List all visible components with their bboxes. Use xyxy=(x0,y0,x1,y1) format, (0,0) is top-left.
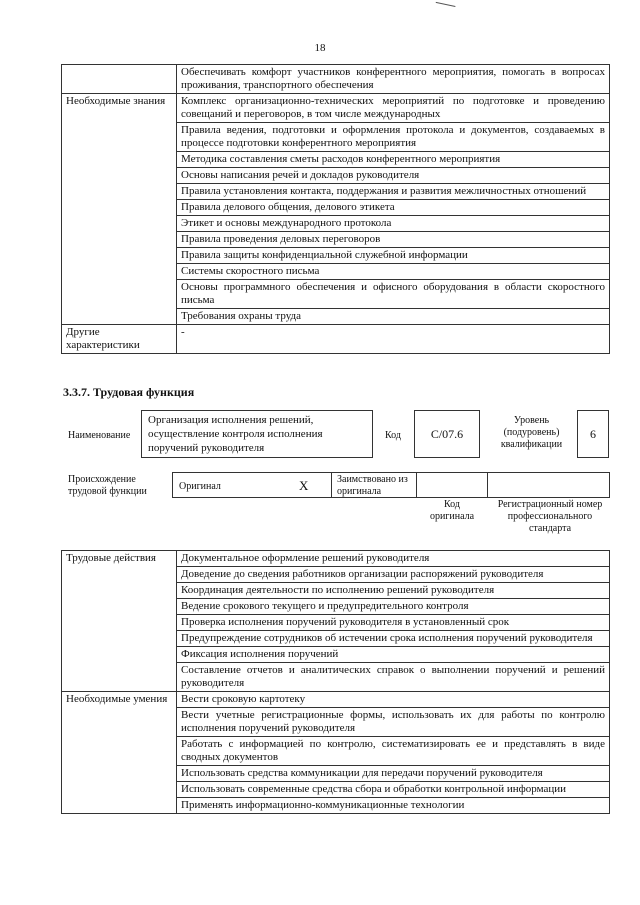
reg-number-label: Регистрационный номер профессионального стандарта xyxy=(497,499,603,534)
lower-requirements-table xyxy=(61,550,610,814)
requirement-item: Правила защиты конфиденциальной служебной информации xyxy=(177,248,610,264)
requirement-item: Ведение срокового текущего и предупредительного контроля xyxy=(177,599,610,615)
table-row xyxy=(62,94,610,123)
requirement-item: Правила делового общения, делового этикета xyxy=(177,200,610,216)
requirement-item: Требования охраны труда xyxy=(177,309,610,325)
requirement-item: Работать с информацией по контролю, систематизировать ее и представлять в виде сводных документов xyxy=(177,737,610,766)
table-row xyxy=(62,65,610,94)
requirement-item: Фиксация исполнения поручений xyxy=(177,647,610,663)
origin-borrowed-cell xyxy=(331,472,417,498)
table-row xyxy=(62,692,610,708)
function-name-box xyxy=(141,410,373,458)
requirement-item: Использовать современные средства сбора и обработки контрольной информации xyxy=(177,782,610,798)
requirement-item: Системы скоростного письма xyxy=(177,264,610,280)
origin-reg-cell xyxy=(487,472,610,498)
requirement-item: Предупреждение сотрудников об истечении срока исполнения поручений руководителя xyxy=(177,631,610,647)
requirement-item: Применять информационно-коммуникационные технологии xyxy=(177,798,610,814)
requirement-item: Правила ведения, подготовки и оформления протокола и документов, создаваемых в процессе подготовки конферентного мероприятия xyxy=(177,123,610,152)
section-heading: 3.3.7. Трудовая функция xyxy=(63,385,195,399)
row-label: Трудовые действия xyxy=(62,551,177,692)
row-label: Другие характеристики xyxy=(62,325,177,354)
table-row xyxy=(62,325,610,354)
requirement-item: Комплекс организационно-технических мероприятий по подготовке и проведению совещаний и переговоров, в том числе международных xyxy=(177,94,610,123)
scan-mark xyxy=(436,0,457,7)
level-value: 6 xyxy=(590,426,596,441)
original-label: Оригинал xyxy=(179,481,221,492)
upper-requirements-table xyxy=(61,64,610,354)
requirement-item: Вести учетные регистрационные формы, использовать их для работы по контролю исполнения поручений руководителя xyxy=(177,708,610,737)
borrowed-label: Заимствовано из оригинала xyxy=(337,474,408,497)
requirement-item: Проверка исполнения поручений руководителя в установленный срок xyxy=(177,615,610,631)
requirement-item: Основы написания речей и докладов руководителя xyxy=(177,168,610,184)
requirement-item: Правила проведения деловых переговоров xyxy=(177,232,610,248)
requirement-item: Составление отчетов и аналитических справок о выполнении поручений и решений руководителя xyxy=(177,663,610,692)
level-label: Уровень (подуровень) квалификации xyxy=(500,415,563,450)
requirement-item: Правила установления контакта, поддержания и развития межличностных отношений xyxy=(177,184,610,200)
origin-original-cell xyxy=(172,472,332,498)
code-label: Код xyxy=(385,430,401,441)
function-name: Организация исполнения решений, осуществление контроля исполнения поручений руководителя xyxy=(148,414,323,454)
code-original-label: Код оригинала xyxy=(429,499,475,522)
code-box xyxy=(414,410,480,458)
requirement-item: Обеспечивать комфорт участников конферентного мероприятия, помогать в вопросах проживания, транспортного обеспечения xyxy=(177,65,610,94)
name-label: Наименование xyxy=(68,430,131,441)
table-row xyxy=(62,551,610,567)
requirement-item: Основы программного обеспечения и офисного оборудования в области скоростного письма xyxy=(177,280,610,309)
requirement-item: Вести сроковую картотеку xyxy=(177,692,610,708)
level-box xyxy=(577,410,609,458)
requirement-item: Использовать средства коммуникации для передачи поручений руководителя xyxy=(177,766,610,782)
origin-code-cell xyxy=(416,472,488,498)
requirement-item: Координация деятельности по исполнению решений руководителя xyxy=(177,583,610,599)
row-label: Необходимые умения xyxy=(62,692,177,814)
code-value: С/07.6 xyxy=(430,426,464,441)
requirement-item: - xyxy=(177,325,610,354)
requirement-item: Этикет и основы международного протокола xyxy=(177,216,610,232)
requirement-item: Доведение до сведения работников организации распоряжений руководителя xyxy=(177,567,610,583)
requirement-item: Документальное оформление решений руководителя xyxy=(177,551,610,567)
row-label xyxy=(62,65,177,94)
page-number: 18 xyxy=(314,42,326,54)
original-mark: X xyxy=(299,478,309,493)
origin-label: Происхождение трудовой функции xyxy=(68,474,147,497)
row-label: Необходимые знания xyxy=(62,94,177,325)
requirement-item: Методика составления сметы расходов конферентного мероприятия xyxy=(177,152,610,168)
